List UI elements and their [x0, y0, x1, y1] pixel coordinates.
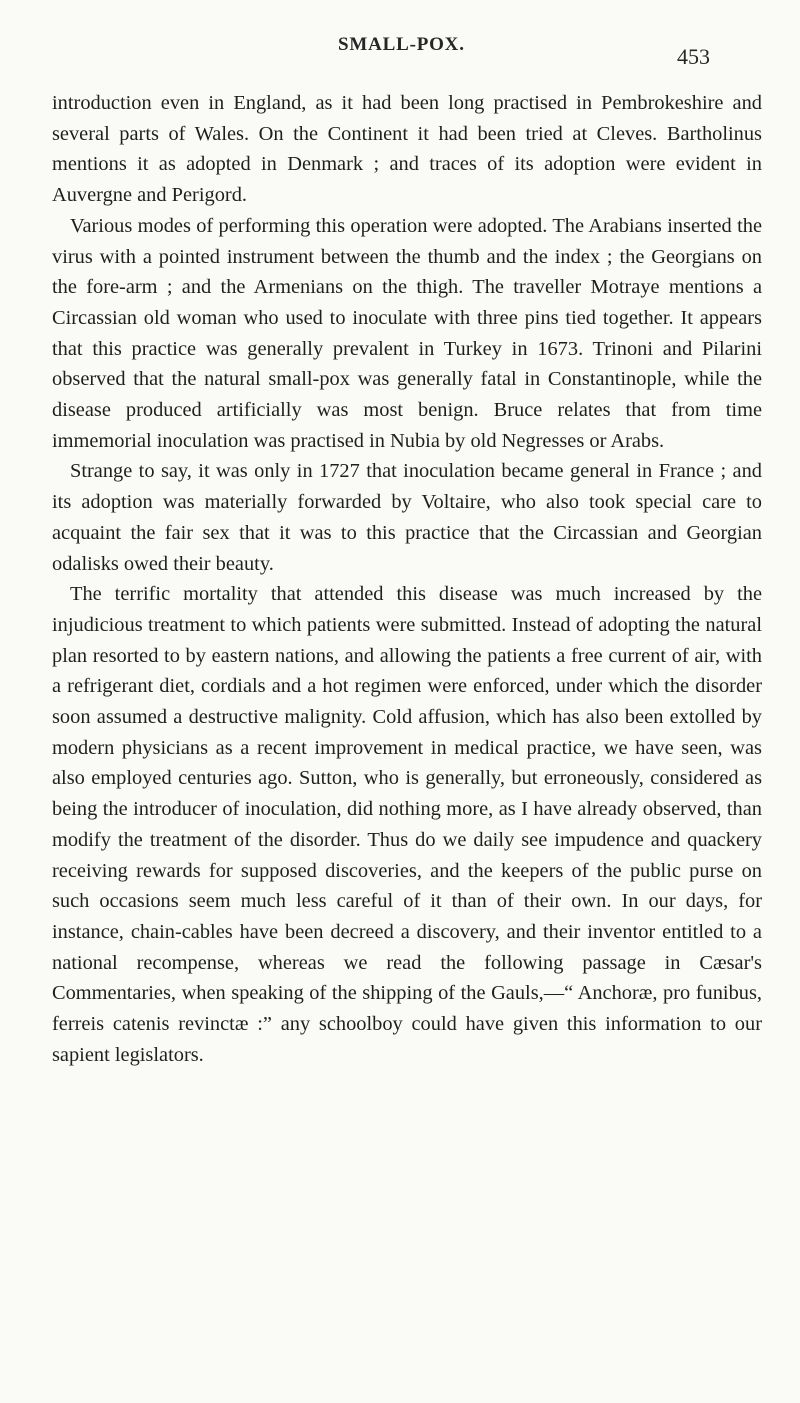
paragraph-mortality-treatment: The terrific mortality that attended this disease was much increased by the injudicious treatment to which patients were submitted. Instead of adopting the natural plan resorted to by eastern nations, and allowing the patients a free current of air, with a refrigerant diet, cordials and a hot regimen were enforced, under which the disorder soon assumed a destructive malignity. Cold affusion, which has also been extolled by modern physicians as a recent improvement in medical practice, we have seen, was also employed centuries ago. Sutton, who is generally, but erroneously, considered as being the introducer of inoculation, did nothing more, as I have already observed, than modify the treatment of the disorder. Thus do we daily see impudence and quackery receiving rewards for supposed discoveries, and the keepers of the public purse on such occasions seem much less careful of it than of their own. In our days, for instance, chain-cables have been decreed a discovery, and their inventor entitled to a national recompense, whereas we read the following passage in Cæsar's Commentaries, when speaking of the shipping of the Gauls,—“ Anchoræ, pro funibus, ferreis catenis revinctæ :” any schoolboy could have given this information to our sapient legislators.	[52, 583, 762, 1066]
paragraph-inoculation-modes: Various modes of performing this operation were adopted. The Arabians inserted the virus with a pointed instrument between the thumb and the index ; the Georgians on the fore-arm ; and the Armenians on the thigh. The traveller Motraye mentions a Circassian old woman who used to inoculate with three pins tied together. It appears that this practice was generally prevalent in Turkey in 1673. Trinoni and Pilarini observed that the natural small-pox was generally fatal in Constantinople, while the disease produced artificially was most benign. Bruce relates that from time immemorial inoculation was practised in Nubia by old Negresses or Arabs.	[52, 214, 762, 452]
page-number: 453	[677, 44, 710, 69]
body-text	[52, 88, 762, 1071]
page-header	[0, 34, 800, 74]
running-title: SMALL-POX.	[338, 34, 465, 55]
paragraph-france-voltaire: Strange to say, it was only in 1727 that inoculation became general in France ; and its adoption was materially forwarded by Voltaire, who also took special care to acquaint the fair sex that it was to this practice that the Circassian and Georgian odalisks owed their beauty.	[52, 460, 762, 575]
paragraph-continuation: introduction even in England, as it had been long practised in Pembrokeshire and several parts of Wales. On the Continent it had been tried at Cleves. Bartholinus mentions it as adopted in Denmark ; and traces of its adoption were evident in Auvergne and Perigord.	[52, 92, 762, 207]
